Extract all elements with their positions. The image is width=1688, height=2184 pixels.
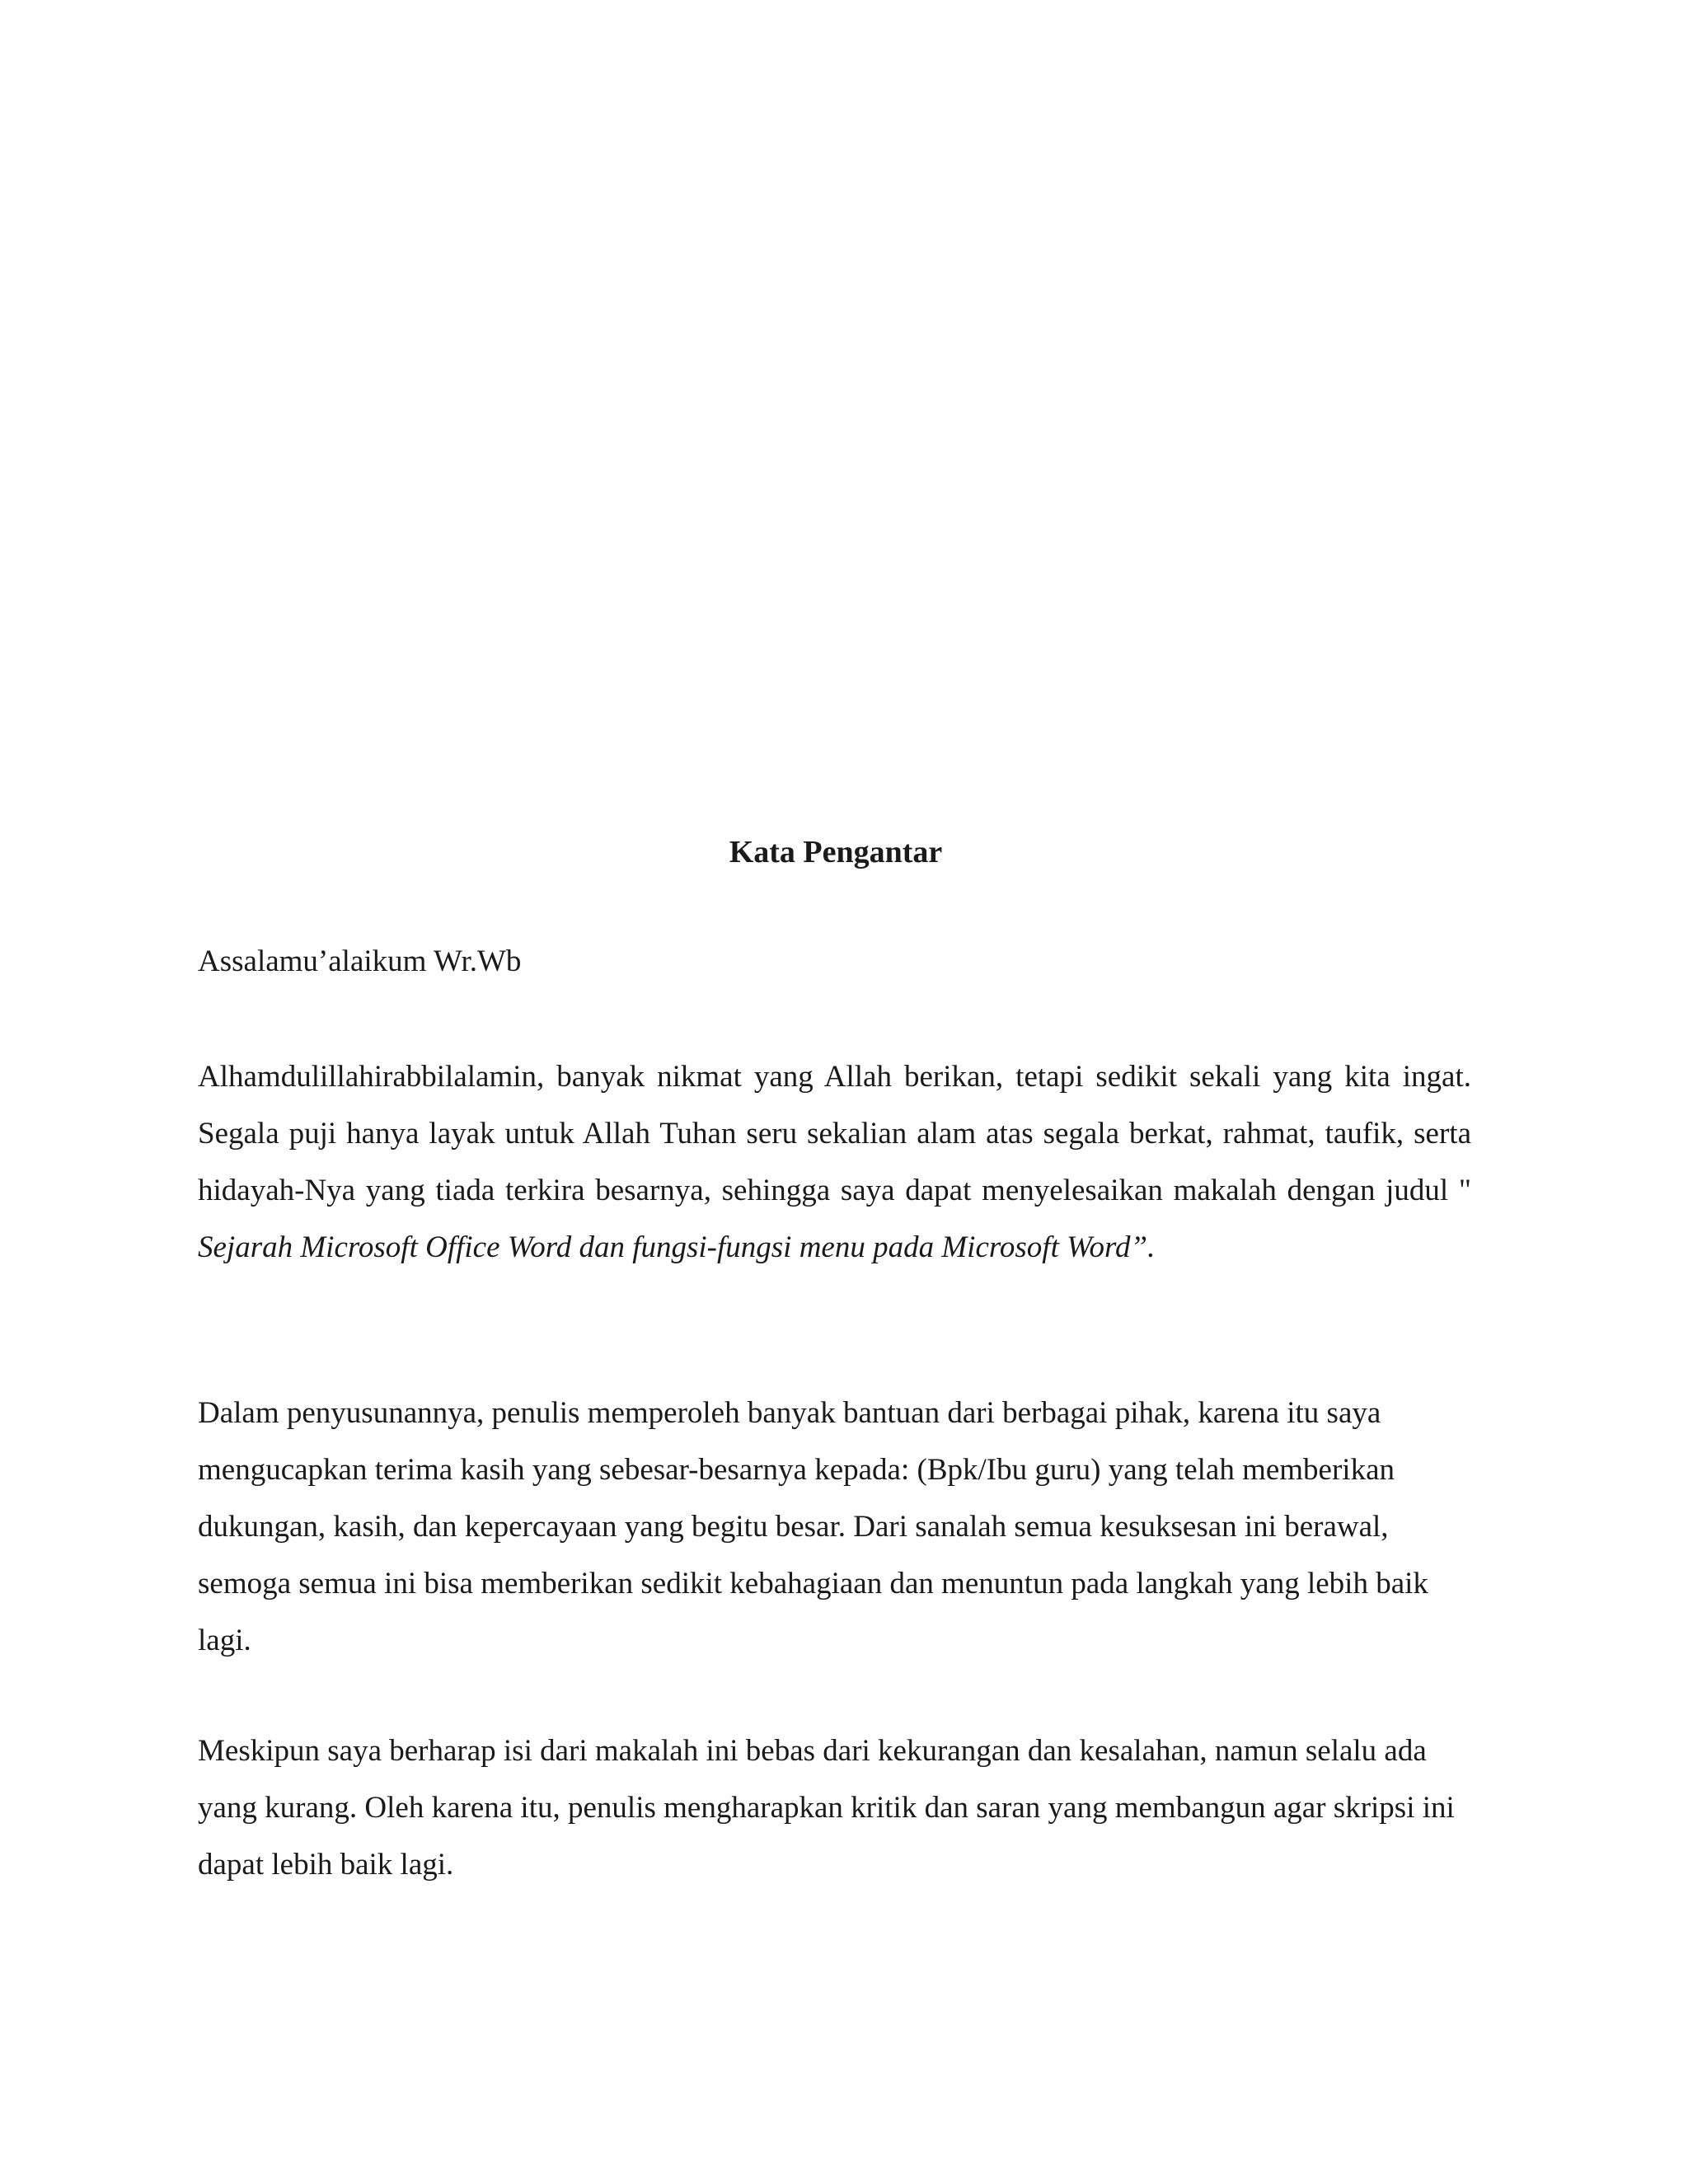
paragraph-1-italic-title: Sejarah Microsoft Office Word dan fungsi-fungsi menu pada Microsoft Word”. xyxy=(198,1230,1156,1264)
paragraph-3: Meskipun saya berharap isi dari makalah ini bebas dari kekurangan dan kesalahan, namun selalu ada yang kurang. Oleh karena itu, penulis mengharapkan kritik dan saran yang membangun agar skripsi ini dapat lebih baik lagi. xyxy=(198,1734,1455,1882)
page-title: Kata Pengantar xyxy=(729,835,943,869)
paragraph-1 xyxy=(198,1048,1471,1276)
greeting-line: Assalamu’alaikum Wr.Wb xyxy=(198,944,522,978)
paragraph-1-text: Alhamdulillahirabbilalamin, banyak nikmat yang Allah berikan, tetapi sedikit sekali yang kita ingat. Segala puji hanya layak untuk Allah Tuhan seru sekalian alam atas segala berkat, rahmat, taufik, serta hidayah-Nya yang tiada terkira besarnya, sehingga saya dapat menyelesaikan makalah dengan judul " xyxy=(198,1060,1471,1207)
paragraph-2: Dalam penyusunannya, penulis memperoleh banyak bantuan dari berbagai pihak, karena itu saya mengucapkan terima kasih yang sebesar-besarnya kepada: (Bpk/Ibu guru) yang telah memberikan dukungan, kasih, dan kepercayaan yang begitu besar. Dari sanalah semua kesuksesan ini berawal, semoga semua ini bisa memberikan sedikit kebahagiaan dan menuntun pada langkah yang lebih baik lagi. xyxy=(198,1396,1428,1657)
